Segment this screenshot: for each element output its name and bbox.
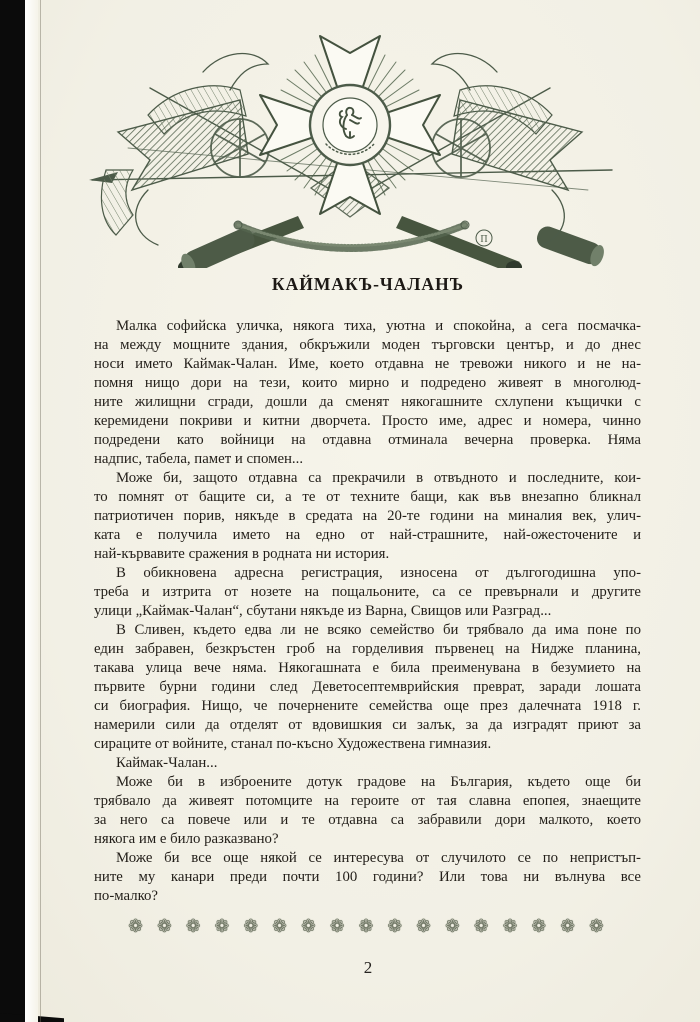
text-line: сираците от войните, станал по-късно Художествена гимназия. — [94, 736, 492, 752]
text-line: носи името Каймак-Чалан. Име, което отдавна не тревожи никого и не на- — [94, 356, 641, 372]
paragraph — [94, 564, 641, 621]
text-line: треба и изтрита от нозете на пощальоните, са се превърнали и другите — [94, 584, 641, 600]
page-fold-line — [40, 0, 41, 1022]
scroll-right — [534, 224, 606, 268]
text-line: ните жилищни сгради, дошли да сменят някогашните схлупени къщички с — [94, 394, 641, 410]
text-line: В обикновена адресна регистрация, износена от дългогодишна упо- — [116, 565, 641, 581]
paragraph — [94, 754, 641, 773]
text-line: подредени като войници на отдавна отминала вечерна проверка. Няма — [94, 432, 641, 448]
text-line: си биография. Нищо, че почернените семейства още през далечната 1918 г. — [94, 698, 641, 714]
text-line: улици „Каймак-Чалан“, сбутани някъде из Варна, Свищов или Разград... — [94, 603, 552, 619]
text-line: най-кървавите сражения в родната ни история. — [94, 546, 390, 562]
text-line: Може би все още някой се интересува от случилото се по непристъп- — [116, 850, 641, 866]
text-line: на между мощните здания, обкръжили моден търговски център, и до днес — [94, 337, 641, 353]
text-line: Може би, защото отдавна са прекрачили в отвъдното и последните, кои- — [116, 470, 641, 486]
text-line: помня нищо дори на тези, които мирно и подредено живеят в многолюд- — [94, 375, 641, 391]
text-line: намерили сили да отделят от вдовишкия си залък, за да изградят приют за — [94, 717, 641, 733]
text-line: то помнят от бащите си, а те от техните бащи, как във внезапно бликнал — [94, 489, 641, 505]
engraver-monogram — [476, 230, 492, 246]
paragraph — [94, 621, 641, 754]
paragraph — [94, 469, 641, 564]
body-text — [94, 317, 641, 906]
chapter-title: КАЙМАКЪ-ЧАЛАНЪ — [271, 274, 465, 294]
text-line: керемидени покриви и китни дворчета. Просто име, адрес и номера, чинно — [94, 413, 641, 429]
text-line: Каймак-Чалан... — [116, 755, 218, 771]
text-line: за него са повече или и те отдавна са забравили дори малкото, което — [94, 812, 641, 828]
lion-medallion — [310, 85, 390, 165]
svg-text:П: П — [480, 234, 488, 245]
ornament-divider: ❁ ❁ ❁ ❁ ❁ ❁ ❁ ❁ ❁ ❁ ❁ ❁ ❁ ❁ ❁ ❁ ❁ — [128, 916, 608, 937]
text-line: един забравен, безкръстен гроб на горделивия първенец на Нидже планина, — [94, 641, 641, 657]
text-line: първите бурни години след Деветосептемврийския преврат, заради лошата — [94, 679, 641, 695]
text-line: надпис, табела, памет и спомен... — [94, 451, 304, 467]
paragraph — [94, 317, 641, 469]
text-line: ката е получила името на едно от най-страшните, най-ожесточените и — [94, 527, 641, 543]
text-line: по-малко? — [94, 888, 158, 904]
laurel-garland — [234, 221, 469, 249]
header-engraving — [88, 20, 616, 268]
text-line: Може би в изброените дотук градове на България, където още би — [116, 774, 641, 790]
text-line: Малка софийска уличка, някога тиха, уютна и спокойна, а сега посмачка- — [116, 318, 641, 334]
scan-left-edge — [0, 0, 25, 1022]
page-number: 2 — [363, 958, 373, 977]
text-line: някога им е било разказвано? — [94, 831, 279, 847]
paragraph — [94, 849, 641, 906]
text-line: патриотичен порив, някъде в средата на 20-те години на миналия век, улич- — [94, 508, 641, 524]
text-line: трябвало да живеят потомците на героите от тая славна епопея, знаещите — [94, 793, 641, 809]
text-line: такава улица вече няма. Някогашната е била преименувана в безумието на — [94, 660, 641, 676]
text-line: ните му канари преди почти 100 години? Или това ни вълнува все — [94, 869, 641, 885]
page-edge-highlight — [25, 0, 38, 1022]
paragraph — [94, 773, 641, 849]
text-line: В Сливен, където едва ли не всяко семейство би трябвало да има поне по — [116, 622, 641, 638]
pennant-far-left — [101, 170, 133, 235]
